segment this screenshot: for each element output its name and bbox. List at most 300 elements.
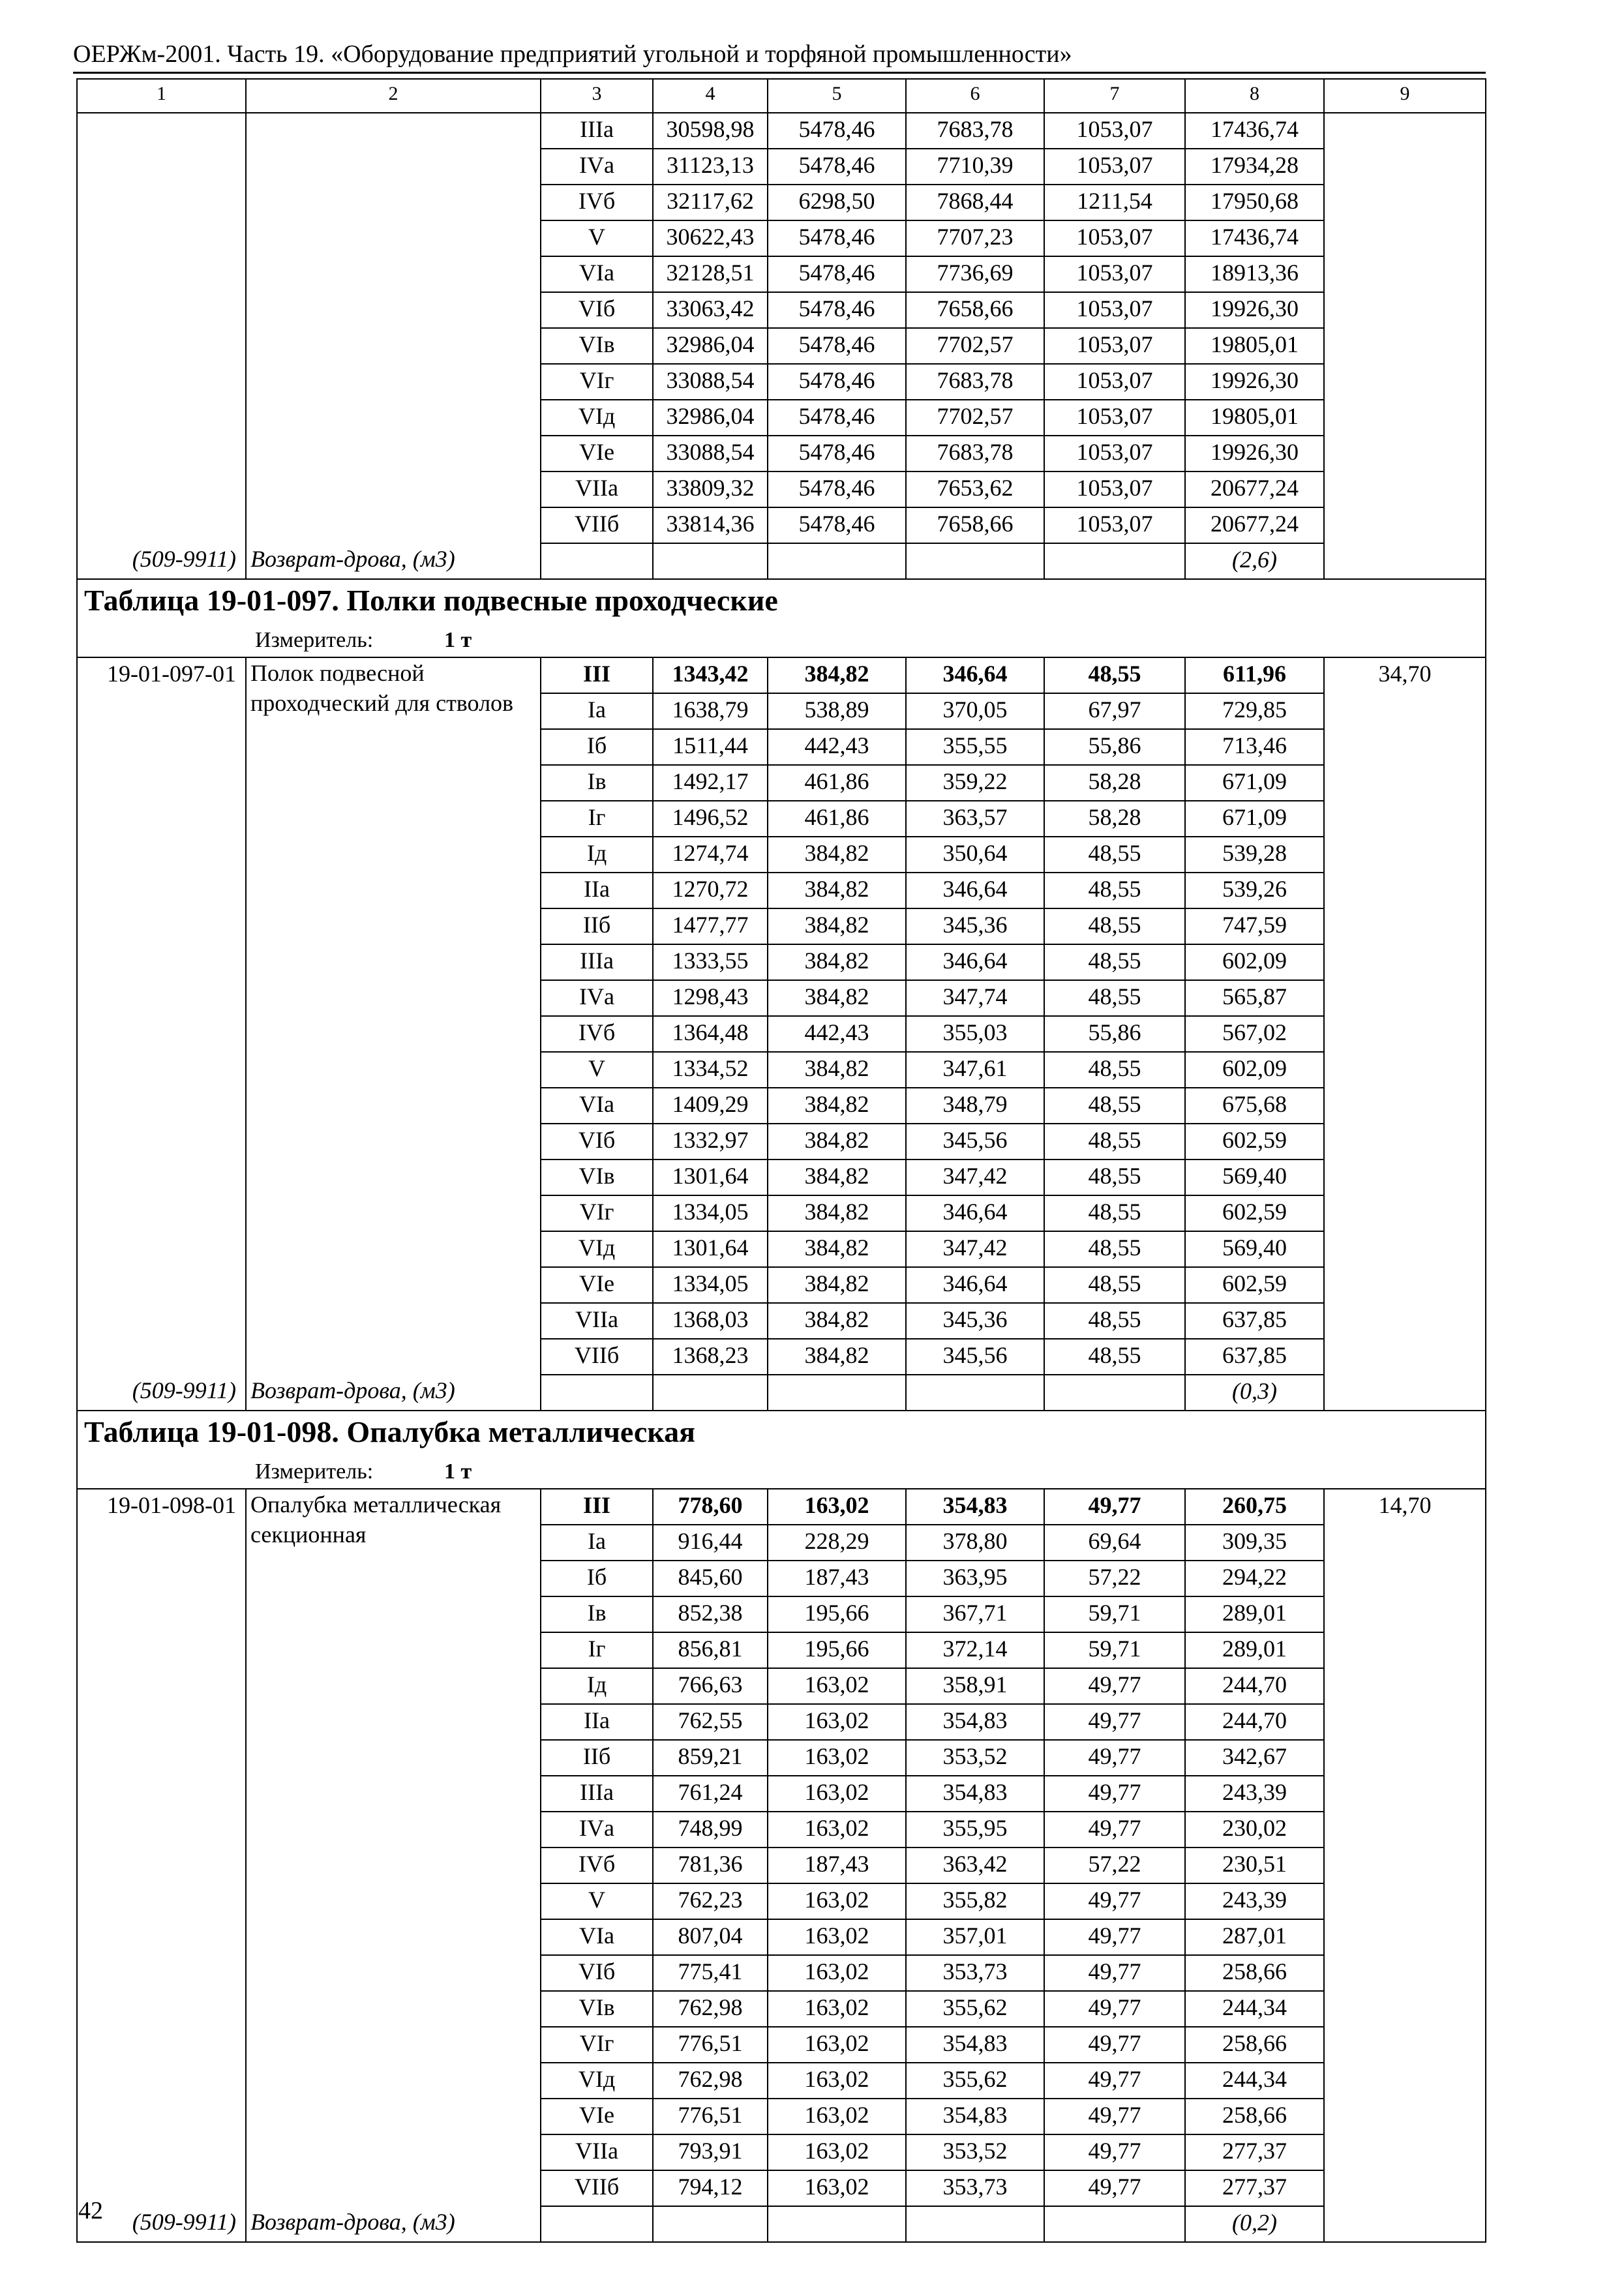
labor-hours [1324,1561,1486,1596]
machinist-wages: 1053,07 [1044,220,1185,256]
labor-wages: 384,82 [768,1195,906,1231]
item-name [246,1668,541,1704]
item-code [77,507,246,543]
item-code: 19-01-097-01 [77,657,246,693]
machinist-wages: 49,77 [1044,1919,1185,1955]
column-number: 8 [1185,79,1324,113]
zone-index: Iа [541,693,653,729]
machine-cost: 355,62 [906,2063,1044,2099]
table-row [77,1991,1486,2027]
total-cost: 748,99 [653,1812,768,1848]
table-row [77,1303,1486,1339]
zone-index: IIб [541,908,653,944]
machine-cost: 7868,44 [906,185,1044,220]
empty-cell [1324,543,1486,579]
table-row [77,837,1486,873]
labor-hours [1324,1596,1486,1632]
item-name [246,400,541,436]
machinist-wages: 49,77 [1044,1668,1185,1704]
machinist-wages: 49,77 [1044,1489,1185,1525]
item-name [246,765,541,801]
zone-index: VIб [541,1124,653,1159]
labor-wages: 163,02 [768,1489,906,1525]
labor-hours [1324,2099,1486,2134]
labor-hours [1324,765,1486,801]
zone-index: IIа [541,1704,653,1740]
labor-hours [1324,2134,1486,2170]
labor-hours [1324,185,1486,220]
zone-index: VIа [541,256,653,292]
item-code [77,1991,246,2027]
labor-hours [1324,729,1486,765]
materials-cost: 567,02 [1185,1016,1324,1052]
empty-cell [541,1375,653,1411]
table-row [77,2063,1486,2099]
machinist-wages: 48,55 [1044,980,1185,1016]
machine-cost: 346,64 [906,1195,1044,1231]
materials-cost: 602,09 [1185,944,1324,980]
labor-wages: 384,82 [768,1124,906,1159]
column-number: 7 [1044,79,1185,113]
labor-hours [1324,2170,1486,2206]
zone-index: VIIа [541,2134,653,2170]
item-code [77,2134,246,2170]
machinist-wages: 1053,07 [1044,113,1185,149]
total-cost: 32986,04 [653,328,768,364]
item-name [246,1632,541,1668]
table-row [77,113,1486,149]
materials-cost: 230,51 [1185,1848,1324,1883]
total-cost: 776,51 [653,2099,768,2134]
machine-cost: 355,62 [906,1991,1044,2027]
item-name [246,1991,541,2027]
machine-cost: 345,36 [906,1303,1044,1339]
zone-index: Iд [541,837,653,873]
column-number: 3 [541,79,653,113]
labor-hours [1324,1088,1486,1124]
materials-cost: 713,46 [1185,729,1324,765]
column-number: 5 [768,79,906,113]
machine-cost: 359,22 [906,765,1044,801]
labor-wages: 195,66 [768,1632,906,1668]
machinist-wages: 48,55 [1044,1159,1185,1195]
item-name [246,2027,541,2063]
table-title: Таблица 19-01-097. Полки подвесные проходческие [77,579,1486,625]
zone-index: Iв [541,765,653,801]
item-name [246,944,541,980]
labor-wages: 163,02 [768,2099,906,2134]
empty-cell [1324,2206,1486,2242]
item-code [77,292,246,328]
item-name [246,837,541,873]
empty-cell [541,2206,653,2242]
machinist-wages: 67,97 [1044,693,1185,729]
total-cost: 793,91 [653,2134,768,2170]
zone-index: Iа [541,1525,653,1561]
table-row [77,2099,1486,2134]
item-code [77,2063,246,2099]
item-code [77,873,246,908]
item-name [246,1052,541,1088]
labor-wages: 384,82 [768,1231,906,1267]
return-value: (0,3) [1185,1375,1324,1411]
labor-hours [1324,1883,1486,1919]
item-code [77,220,246,256]
labor-wages: 5478,46 [768,149,906,185]
materials-cost: 19926,30 [1185,292,1324,328]
price-table [76,78,1486,2243]
labor-hours [1324,149,1486,185]
zone-index: VIIб [541,1339,653,1375]
item-name [246,1088,541,1124]
column-number: 2 [246,79,541,113]
materials-cost: 19805,01 [1185,328,1324,364]
item-code [77,1668,246,1704]
machine-cost: 354,83 [906,2027,1044,2063]
labor-wages: 5478,46 [768,507,906,543]
total-cost: 33088,54 [653,436,768,471]
zone-index: V [541,220,653,256]
table-row [77,436,1486,471]
item-name [246,185,541,220]
table-row [77,980,1486,1016]
machine-cost: 346,64 [906,1267,1044,1303]
item-name [246,220,541,256]
total-cost: 1343,42 [653,657,768,693]
item-code [77,1848,246,1883]
item-name [246,1016,541,1052]
table-title-row [77,1411,1486,1457]
empty-cell [1044,1375,1185,1411]
total-cost: 1496,52 [653,801,768,837]
empty-cell [541,543,653,579]
return-value: (0,2) [1185,2206,1324,2242]
machinist-wages: 48,55 [1044,908,1185,944]
item-code [77,1561,246,1596]
empty-cell [768,1375,906,1411]
machinist-wages: 55,86 [1044,729,1185,765]
table-row [77,765,1486,801]
machine-cost: 363,95 [906,1561,1044,1596]
item-name [246,292,541,328]
machine-cost: 7702,57 [906,400,1044,436]
empty-cell [768,543,906,579]
labor-hours [1324,364,1486,400]
machinist-wages: 48,55 [1044,1339,1185,1375]
labor-hours [1324,507,1486,543]
zone-index: VIд [541,400,653,436]
item-code [77,471,246,507]
table-title-row [77,579,1486,625]
materials-cost: 289,01 [1185,1596,1324,1632]
machinist-wages: 1053,07 [1044,507,1185,543]
return-name: Возврат-дрова, (м3) [246,543,541,579]
machinist-wages: 48,55 [1044,1195,1185,1231]
zone-index: VIа [541,1088,653,1124]
item-name [246,2134,541,2170]
item-code [77,185,246,220]
labor-wages: 195,66 [768,1596,906,1632]
page-number: 42 [78,2197,103,2224]
table-row [77,1561,1486,1596]
item-code [77,729,246,765]
item-code [77,1052,246,1088]
zone-index: IVб [541,185,653,220]
item-code [77,1812,246,1848]
materials-cost: 20677,24 [1185,471,1324,507]
item-code [77,1883,246,1919]
zone-index: V [541,1883,653,1919]
total-cost: 30622,43 [653,220,768,256]
labor-hours [1324,1740,1486,1776]
labor-wages: 163,02 [768,1919,906,1955]
machinist-wages: 1053,07 [1044,292,1185,328]
zone-index: VIв [541,1159,653,1195]
item-code [77,1303,246,1339]
zone-index: Iб [541,1561,653,1596]
labor-wages: 163,02 [768,1955,906,1991]
item-name [246,1159,541,1195]
machinist-wages: 48,55 [1044,1124,1185,1159]
machinist-wages: 1053,07 [1044,256,1185,292]
item-name [246,1812,541,1848]
total-cost: 30598,98 [653,113,768,149]
machine-cost: 345,36 [906,908,1044,944]
item-name [246,1883,541,1919]
unit-value: 1 т [444,1459,472,1484]
labor-hours [1324,1052,1486,1088]
materials-cost: 309,35 [1185,1525,1324,1561]
machine-cost: 346,64 [906,873,1044,908]
machinist-wages: 69,64 [1044,1525,1185,1561]
labor-hours [1324,1812,1486,1848]
labor-wages: 384,82 [768,1267,906,1303]
return-value: (2,6) [1185,543,1324,579]
table-row [77,1052,1486,1088]
table-row [77,1812,1486,1848]
zone-index: VIа [541,1919,653,1955]
machinist-wages: 58,28 [1044,765,1185,801]
unit-label: Измеритель: [255,1459,374,1484]
item-name [246,1740,541,1776]
labor-hours [1324,471,1486,507]
total-cost: 1368,03 [653,1303,768,1339]
item-name [246,113,541,149]
labor-hours [1324,801,1486,837]
machine-cost: 378,80 [906,1525,1044,1561]
item-code [77,908,246,944]
page-header: ОЕРЖм-2001. Часть 19. «Оборудование предприятий угольной и торфяной промышленности» [73,40,1072,68]
machine-cost: 363,42 [906,1848,1044,1883]
total-cost: 762,55 [653,1704,768,1740]
machinist-wages: 59,71 [1044,1596,1185,1632]
item-code [77,980,246,1016]
materials-cost: 637,85 [1185,1303,1324,1339]
zone-index: VIв [541,328,653,364]
machinist-wages: 49,77 [1044,1776,1185,1812]
column-number-row [77,79,1486,113]
labor-wages: 384,82 [768,944,906,980]
item-name [246,908,541,944]
total-cost: 776,51 [653,2027,768,2063]
labor-wages: 187,43 [768,1848,906,1883]
total-cost: 852,38 [653,1596,768,1632]
materials-cost: 258,66 [1185,2027,1324,2063]
item-name [246,657,541,716]
machine-cost: 345,56 [906,1124,1044,1159]
zone-index: VIг [541,1195,653,1231]
labor-hours [1324,292,1486,328]
item-code [77,1632,246,1668]
item-code [77,1124,246,1159]
labor-wages: 163,02 [768,2063,906,2099]
machinist-wages: 48,55 [1044,657,1185,693]
empty-cell [653,2206,768,2242]
item-name [246,729,541,765]
total-cost: 33063,42 [653,292,768,328]
total-cost: 33809,32 [653,471,768,507]
materials-cost: 294,22 [1185,1561,1324,1596]
zone-index: VIIб [541,2170,653,2206]
materials-cost: 539,28 [1185,837,1324,873]
table-title: Таблица 19-01-098. Опалубка металлическая [77,1411,1486,1457]
item-code [77,1596,246,1632]
labor-hours [1324,1267,1486,1303]
labor-hours [1324,693,1486,729]
total-cost: 807,04 [653,1919,768,1955]
machine-cost: 7710,39 [906,149,1044,185]
labor-wages: 228,29 [768,1525,906,1561]
unit-cell [77,1457,1486,1489]
unit-row [77,625,1486,657]
machine-cost: 7736,69 [906,256,1044,292]
machinist-wages: 57,22 [1044,1848,1185,1883]
labor-hours [1324,2027,1486,2063]
machinist-wages: 48,55 [1044,1231,1185,1267]
unit-row [77,1457,1486,1489]
return-row [77,2206,1486,2242]
machinist-wages: 1053,07 [1044,364,1185,400]
machine-cost: 354,83 [906,1489,1044,1525]
materials-cost: 602,59 [1185,1195,1324,1231]
machine-cost: 345,56 [906,1339,1044,1375]
empty-cell [653,1375,768,1411]
item-name [246,1489,541,1548]
materials-cost: 258,66 [1185,2099,1324,2134]
machinist-wages: 49,77 [1044,1704,1185,1740]
item-code [77,1919,246,1955]
labor-hours [1324,1525,1486,1561]
labor-wages: 538,89 [768,693,906,729]
zone-index: IIIа [541,1776,653,1812]
table-row [77,1776,1486,1812]
machinist-wages: 59,71 [1044,1632,1185,1668]
table-row [77,220,1486,256]
labor-hours [1324,328,1486,364]
labor-hours [1324,1848,1486,1883]
item-code [77,1195,246,1231]
materials-cost: 19805,01 [1185,400,1324,436]
empty-cell [1044,543,1185,579]
zone-index: Iб [541,729,653,765]
materials-cost: 611,96 [1185,657,1324,693]
item-name [246,2063,541,2099]
table-row [77,364,1486,400]
total-cost: 762,23 [653,1883,768,1919]
table-row [77,801,1486,837]
table-row [77,400,1486,436]
machine-cost: 353,52 [906,2134,1044,2170]
table-row [77,328,1486,364]
labor-hours [1324,1919,1486,1955]
item-name-text: Опалубка металлическая секционная [250,1491,502,1548]
labor-hours [1324,436,1486,471]
materials-cost: 729,85 [1185,693,1324,729]
zone-index: VIIб [541,507,653,543]
materials-cost: 244,34 [1185,1991,1324,2027]
zone-index: VIв [541,1991,653,2027]
item-code [77,256,246,292]
labor-hours [1324,1955,1486,1991]
total-cost: 33814,36 [653,507,768,543]
item-name [246,801,541,837]
machine-cost: 7658,66 [906,507,1044,543]
column-number: 6 [906,79,1044,113]
table-row [77,1195,1486,1231]
item-code [77,1525,246,1561]
materials-cost: 17934,28 [1185,149,1324,185]
zone-index: VIг [541,2027,653,2063]
labor-hours [1324,1195,1486,1231]
materials-cost: 17950,68 [1185,185,1324,220]
zone-index: Iг [541,1632,653,1668]
total-cost: 775,41 [653,1955,768,1991]
zone-index: VIе [541,1267,653,1303]
machine-cost: 7683,78 [906,436,1044,471]
empty-cell [906,543,1044,579]
machine-cost: 347,42 [906,1231,1044,1267]
machine-cost: 370,05 [906,693,1044,729]
zone-index: IIб [541,1740,653,1776]
unit-value: 1 т [444,628,472,652]
item-name [246,873,541,908]
labor-hours [1324,837,1486,873]
materials-cost: 243,39 [1185,1883,1324,1919]
table-row [77,2134,1486,2170]
zone-index: IVа [541,1812,653,1848]
item-code [77,2027,246,2063]
labor-wages: 163,02 [768,1668,906,1704]
labor-hours [1324,1159,1486,1195]
labor-wages: 5478,46 [768,471,906,507]
item-name [246,364,541,400]
total-cost: 1477,77 [653,908,768,944]
machinist-wages: 1053,07 [1044,436,1185,471]
total-cost: 781,36 [653,1848,768,1883]
item-name [246,256,541,292]
materials-cost: 260,75 [1185,1489,1324,1525]
machinist-wages: 48,55 [1044,1052,1185,1088]
machinist-wages: 1053,07 [1044,471,1185,507]
total-cost: 1511,44 [653,729,768,765]
table-row [77,1704,1486,1740]
machine-cost: 347,61 [906,1052,1044,1088]
labor-wages: 163,02 [768,1883,906,1919]
labor-hours [1324,2063,1486,2099]
total-cost: 762,98 [653,1991,768,2027]
item-code [77,436,246,471]
machinist-wages: 49,77 [1044,2170,1185,2206]
